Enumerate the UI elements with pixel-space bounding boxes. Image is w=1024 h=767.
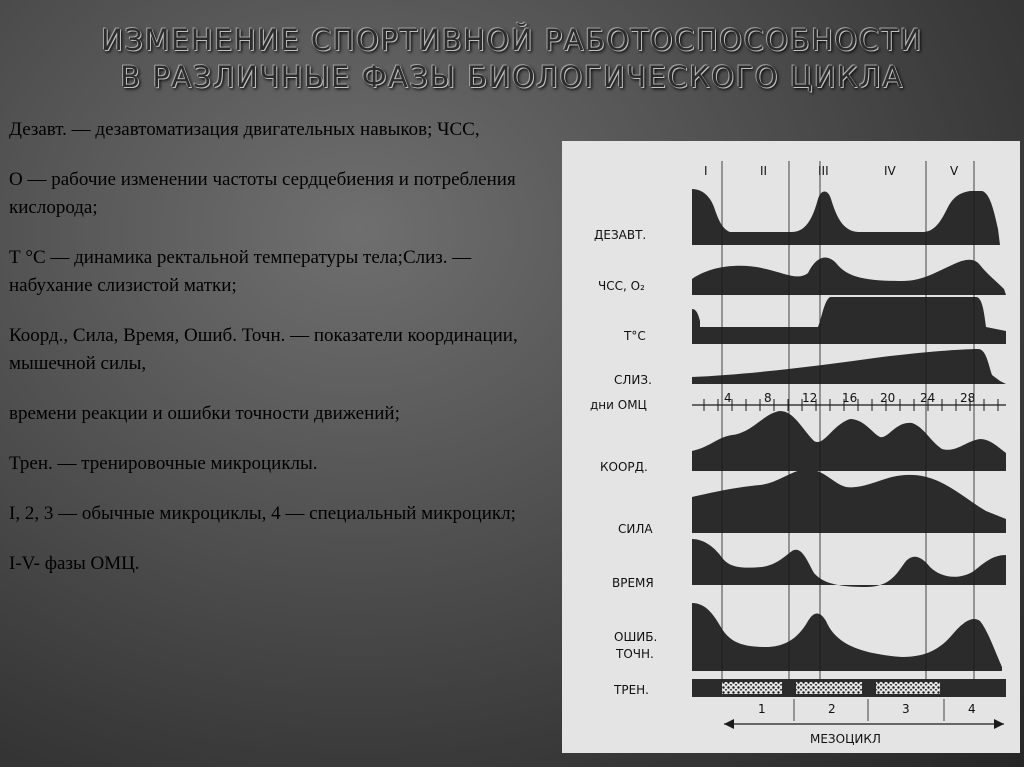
title-line-1: ИЗМЕНЕНИЕ СПОРТИВНОЙ РАБОТОСПОСОБНОСТИ xyxy=(101,23,923,57)
phase-label-3: III xyxy=(818,164,829,178)
curve-error xyxy=(692,603,1002,671)
row-label-temp: Т°С xyxy=(624,329,646,343)
day-tick-28: 28 xyxy=(960,391,976,405)
microcycle-block-2 xyxy=(796,682,862,694)
mesocycle-arrow-left-icon xyxy=(724,719,734,729)
row-label-coord: КООРД. xyxy=(600,460,648,474)
row-label-error: ОШИБ. xyxy=(614,630,658,644)
curve-dezavt xyxy=(692,189,1000,245)
microcycle-dividers xyxy=(794,699,944,721)
cycle-figure xyxy=(562,141,1020,753)
row-label-training: ТРЕН. xyxy=(614,683,649,697)
curve-slizi xyxy=(692,345,1006,384)
microcycle-block-1 xyxy=(722,682,782,694)
slide-title xyxy=(40,22,984,96)
note-training: Трен. — тренировочные микроциклы. xyxy=(9,453,318,474)
microcycle-4: 4 xyxy=(968,702,976,716)
day-tick-4: 4 xyxy=(724,391,732,405)
microcycle-1: 1 xyxy=(758,702,766,716)
curve-fills xyxy=(692,189,1006,671)
microcycle-3: 3 xyxy=(902,702,910,716)
mesocycle-label: МЕЗОЦИКЛ xyxy=(810,732,881,746)
phase-label-2: II xyxy=(760,164,768,178)
note-phases: I-V- фазы ОМЦ. xyxy=(9,553,140,574)
day-tick-16: 16 xyxy=(842,391,858,405)
day-tick-20: 20 xyxy=(880,391,896,405)
day-tick-12: 12 xyxy=(802,391,818,405)
row-label-slizi: СЛИЗ. xyxy=(614,373,652,387)
row-label-time: ВРЕМЯ xyxy=(612,576,654,590)
note-dezavt: Дезавт. — дезавтоматизация двигательных навыков; ЧСС, xyxy=(9,119,480,140)
row-label-hr: ЧСС, О₂ xyxy=(598,279,645,293)
curve-force xyxy=(692,469,1006,533)
phase-label-4: IV xyxy=(884,164,896,178)
title-line-2: В РАЗЛИЧНЫЕ ФАЗЫ БИОЛОГИЧЕСКОГО ЦИКЛА xyxy=(120,60,904,94)
day-tick-24: 24 xyxy=(920,391,936,405)
note-reaction: времени реакции и ошибки точности движений; xyxy=(9,403,400,424)
phase-label-1: I xyxy=(704,164,708,178)
note-microcycles: I, 2, 3 — обычные микроциклы, 4 — специальный микроцикл; xyxy=(9,503,516,524)
row-label-force: СИЛА xyxy=(618,522,653,536)
microcycle-2: 2 xyxy=(828,702,836,716)
note-indicators: Коорд., Сила, Время, Ошиб. Точн. — показатели координации, мышечной силы, xyxy=(9,325,518,374)
day-tick-8: 8 xyxy=(764,391,772,405)
note-hr: О — рабочие изменении частоты сердцебиения и потребления кислорода; xyxy=(9,169,516,218)
row-label-accuracy: ТОЧН. xyxy=(616,647,654,661)
legend-notes xyxy=(9,116,529,600)
curve-temp xyxy=(692,297,1006,344)
cycle-diagram xyxy=(562,141,1020,753)
row-label-dezavt: ДЕЗАВТ. xyxy=(594,228,647,242)
phase-label-5: V xyxy=(950,164,959,178)
microcycle-block-3 xyxy=(876,682,940,694)
mesocycle-arrow-right-icon xyxy=(994,719,1004,729)
curve-coord xyxy=(692,411,1006,471)
note-temperature: Т °С — динамика ректальной температуры тела;Слиз. — набухание слизистой матки; xyxy=(9,247,472,296)
curve-hr xyxy=(692,258,1006,295)
days-label: дни ОМЦ xyxy=(590,398,647,412)
curve-time xyxy=(692,539,1006,587)
